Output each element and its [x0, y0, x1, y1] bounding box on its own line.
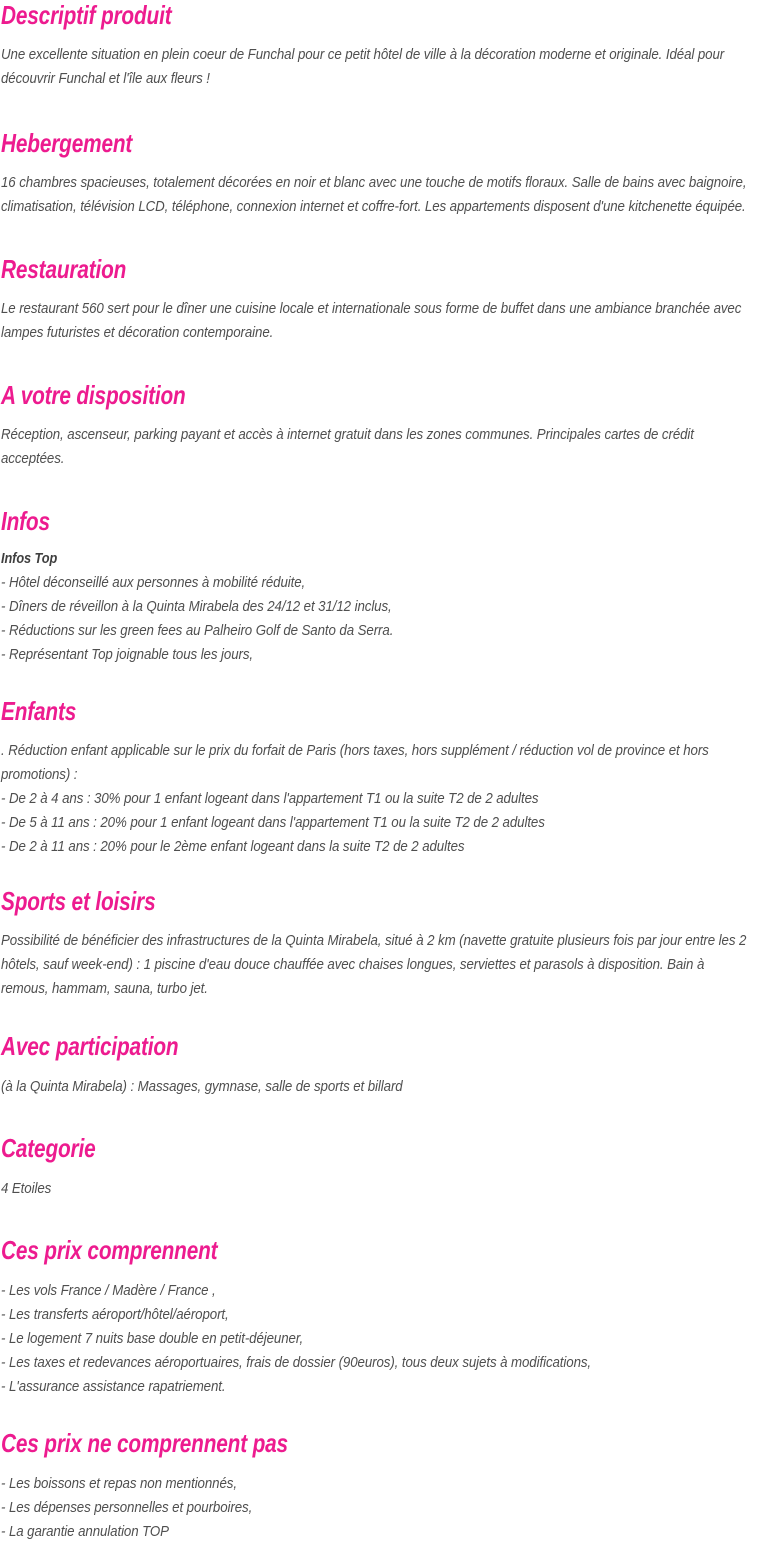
list-item: - Dîners de réveillon à la Quinta Mirabela des 24/12 et 31/12 inclus, — [1, 598, 392, 615]
section-heading-avec-participation: Avec participation — [1, 1031, 179, 1061]
section-ces-prix-comprennent — [1, 1235, 750, 1399]
section-ces-prix-ne-comprennent-pas — [1, 1428, 750, 1544]
section-heading-ces-prix-ne-comprennent-pas: Ces prix ne comprennent pas — [1, 1428, 288, 1458]
list-item: - Les transferts aéroport/hôtel/aéroport, — [1, 1306, 229, 1323]
paragraph-hebergement: 16 chambres spacieuses, totalement décorées en noir et blanc avec une touche de motifs floraux. Salle de bains avec baignoire, climatisation, télévision LCD, téléphone, connexion internet et coffre-fort. Les appartements disposent d'une kitchenette équipée. — [1, 174, 747, 215]
list-item: - De 2 à 11 ans : 20% pour le 2ème enfant logeant dans la suite T2 de 2 adultes — [1, 838, 465, 855]
list-item: - De 2 à 4 ans : 30% pour 1 enfant logeant dans l'appartement T1 ou la suite T2 de 2 adultes — [1, 790, 539, 807]
heading-wrap — [1, 0, 750, 30]
section-heading-sports-et-loisirs: Sports et loisirs — [1, 886, 156, 916]
heading-wrap — [1, 696, 750, 730]
section-restauration — [1, 254, 750, 345]
list-item: - De 5 à 11 ans : 20% pour 1 enfant logeant dans l'appartement T1 ou la suite T2 de 2 adultes — [1, 814, 545, 831]
heading-wrap — [1, 1235, 750, 1269]
section-descriptif-produit — [1, 0, 750, 91]
heading-wrap — [1, 506, 750, 540]
paragraph-avec-participation: (à la Quinta Mirabela) : Massages, gymnase, salle de sports et billard — [1, 1078, 403, 1095]
section-sports-et-loisirs — [1, 886, 750, 1001]
section-hebergement — [1, 128, 750, 219]
paragraph-enfants: . Réduction enfant applicable sur le prix du forfait de Paris (hors taxes, hors supplément / réduction vol de province et hors promotions) : — [1, 742, 709, 783]
heading-wrap — [1, 886, 750, 920]
paragraph-sports-et-loisirs: Possibilité de bénéficier des infrastructures de la Quinta Mirabela, situé à 2 km (navette gratuite plusieurs fois par jour entre les 2 hôtels, sauf week-end) : 1 piscine d'eau douce chauffée avec chaises longues, serviettes et parasols à disposition. Bain à remous, hammam, sauna, turbo jet. — [1, 932, 747, 997]
heading-wrap — [1, 380, 750, 414]
sub-heading-infos-top: Infos Top — [1, 551, 58, 567]
section-heading-ces-prix-comprennent: Ces prix comprennent — [1, 1235, 218, 1265]
section-heading-enfants: Enfants — [1, 696, 77, 726]
paragraph-descriptif-produit: Une excellente situation en plein coeur de Funchal pour ce petit hôtel de ville à la décoration moderne et originale. Idéal pour découvrir Funchal et l'île aux fleurs ! — [1, 46, 725, 87]
paragraph-restauration: Le restaurant 560 sert pour le dîner une cuisine locale et internationale sous forme de buffet dans une ambiance branchée avec lampes futuristes et décoration contemporaine. — [1, 300, 742, 341]
section-heading-a-votre-disposition: A votre disposition — [1, 380, 186, 410]
list-item: - L'assurance assistance rapatriement. — [1, 1378, 226, 1395]
section-heading-descriptif-produit: Descriptif produit — [1, 0, 172, 30]
list-item: - Réductions sur les green fees au Palheiro Golf de Santo da Serra. — [1, 622, 394, 639]
heading-wrap — [1, 1428, 750, 1462]
list-item: - Les vols France / Madère / France , — [1, 1282, 216, 1299]
section-categorie — [1, 1133, 750, 1201]
list-item: - Représentant Top joignable tous les jours, — [1, 646, 253, 663]
section-heading-hebergement: Hebergement — [1, 128, 133, 158]
heading-wrap — [1, 1133, 750, 1167]
paragraph-categorie: 4 Etoiles — [1, 1180, 52, 1197]
section-enfants — [1, 696, 750, 859]
section-heading-restauration: Restauration — [1, 254, 127, 284]
heading-wrap — [1, 1031, 750, 1065]
section-avec-participation — [1, 1031, 750, 1099]
list-item: - Hôtel déconseillé aux personnes à mobilité réduite, — [1, 574, 306, 591]
list-item: - Les dépenses personnelles et pourboires, — [1, 1499, 253, 1516]
section-a-votre-disposition — [1, 380, 750, 471]
paragraph-a-votre-disposition: Réception, ascenseur, parking payant et accès à internet gratuit dans les zones communes. Principales cartes de crédit acceptées. — [1, 426, 694, 467]
heading-wrap — [1, 254, 750, 288]
heading-wrap — [1, 128, 750, 162]
list-item: - La garantie annulation TOP — [1, 1523, 169, 1540]
section-heading-categorie: Categorie — [1, 1133, 96, 1163]
list-item: - Le logement 7 nuits base double en petit-déjeuner, — [1, 1330, 304, 1347]
list-item: - Les boissons et repas non mentionnés, — [1, 1475, 237, 1492]
section-heading-infos: Infos — [1, 506, 50, 536]
section-infos — [1, 506, 750, 667]
list-item: - Les taxes et redevances aéroportuaires, frais de dossier (90euros), tous deux sujets à modifications, — [1, 1354, 592, 1371]
